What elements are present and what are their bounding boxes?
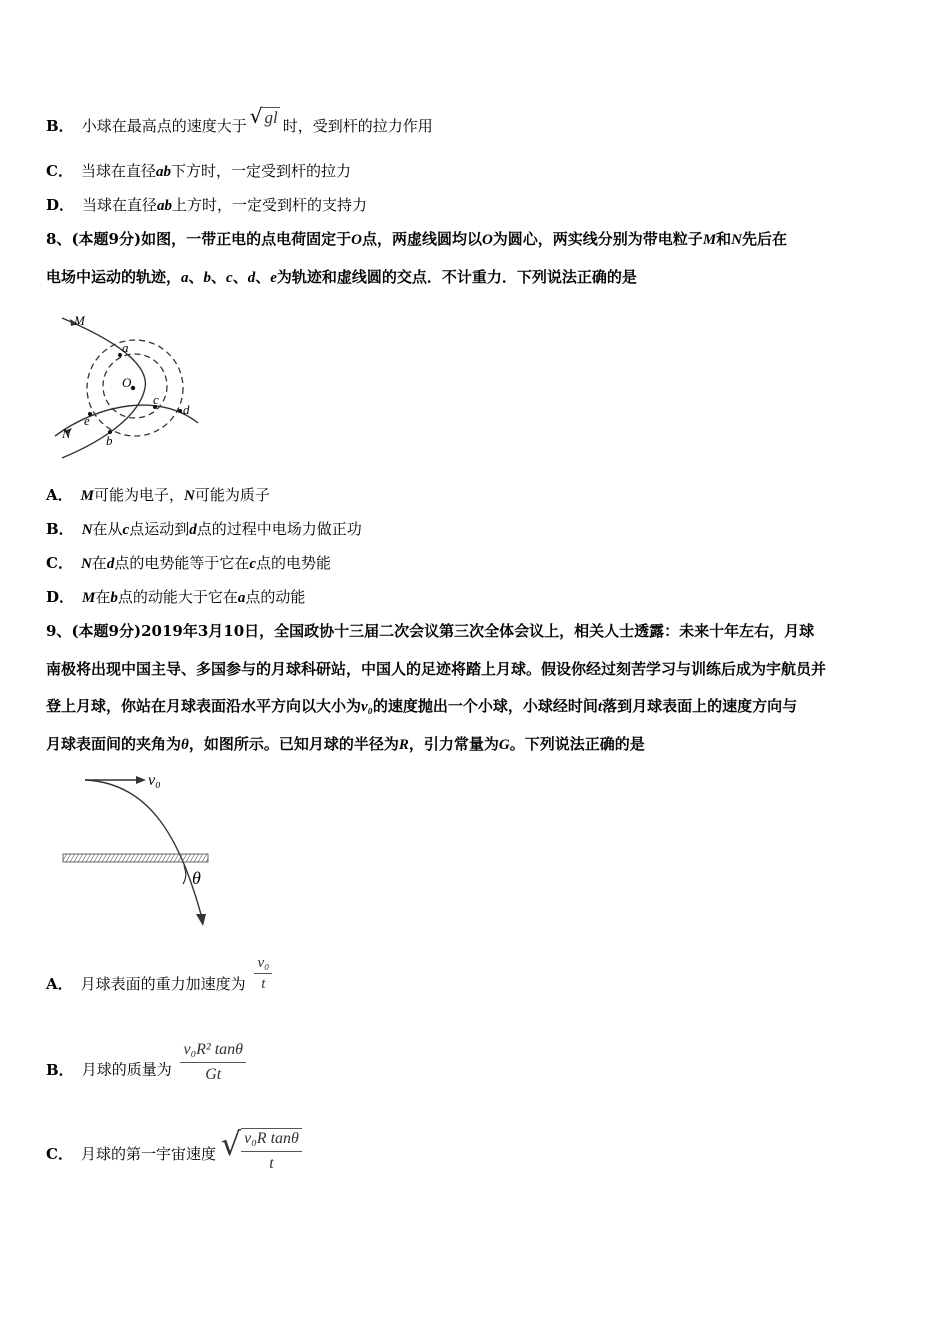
theta-arc	[183, 866, 186, 884]
var-ab: ab	[155, 164, 171, 180]
trajectory-arrow-head	[196, 914, 206, 926]
q9-projectile-figure	[60, 768, 220, 933]
question-points: (本题9分)	[71, 622, 142, 640]
option-label: C．	[46, 162, 73, 180]
trajectory-n	[55, 405, 198, 436]
q9-stem-line4: 月球表面间的夹角为θ，如图所示。已知月球的半径为R，引力常量为G。下列说法正确的是	[46, 735, 645, 753]
label-b: b	[106, 433, 113, 448]
option-text: 当球在直径	[82, 196, 158, 214]
label-n: N	[62, 426, 71, 441]
fraction-v0-over-t: $\frac{\text{v₀}}{t}$	[254, 955, 272, 992]
q8-stem-line2: 电场中运动的轨迹，a、b、c、d、e为轨迹和虚线圆的交点．不计重力．下列说法正确的是	[46, 268, 637, 286]
point-o	[131, 386, 135, 390]
option-text: 当球在直径	[80, 162, 156, 180]
label-v0: v₀	[148, 772, 161, 789]
option-text: 时，受到杆的拉力作用	[282, 117, 433, 135]
question-number: 8、	[46, 230, 72, 248]
q9-stem-line1: 9、(本题9分)2019年3月10日，全国政协十三届二次会议第三次全体会议上，相关人士透露：未来十年左右，月球	[46, 622, 815, 640]
option-text: 小球在最高点的速度大于	[81, 117, 247, 135]
q7-option-d[interactable]	[46, 195, 367, 216]
fraction-mass: $\frac{\text{v₀R² tanθ}}{Gt}$	[180, 1040, 246, 1085]
q9-option-c[interactable]: C． 月球的第一宇宙速度 √ $\frac{\text{v₀R tanθ}}{t}$	[46, 1130, 302, 1180]
label-o: O	[122, 375, 132, 390]
option-text: 上方时，一定受到杆的支持力	[172, 196, 368, 214]
var-ab: ab	[157, 198, 173, 214]
v0-arrow-head	[136, 776, 146, 784]
label-d: d	[183, 402, 190, 417]
q8-option-c[interactable]: C． N在d点的电势能等于它在c点的电势能	[46, 554, 332, 572]
question-points: (本题9分)	[71, 230, 142, 248]
q8-option-a[interactable]: A． M可能为电子，N可能为质子	[46, 486, 270, 504]
label-theta: θ	[192, 868, 201, 888]
option-text: 下方时，一定受到杆的拉力	[170, 162, 351, 180]
label-c: c	[153, 392, 159, 407]
sqrt-fraction: √ $\frac{\text{v₀R tanθ}}{t}$	[221, 1124, 302, 1174]
option-label: B．	[46, 117, 74, 135]
ground-surface	[63, 854, 208, 862]
q8-option-d[interactable]: D． M在b点的动能大于它在a点的动能	[46, 588, 306, 606]
question-number: 9、	[46, 622, 72, 640]
label-a: a	[122, 340, 129, 355]
q7-option-c[interactable]	[46, 161, 351, 182]
q8-trajectory-figure	[50, 308, 210, 468]
q9-stem-line3: 登上月球，你站在月球表面沿水平方向以大小为v₀的速度抛出一个小球，小球经时间t落到月球表面上的速度方向与	[46, 697, 798, 715]
q9-stem-line2: 南极将出现中国主导、多国参与的月球科研站，中国人的足迹将踏上月球。假设你经过刻苦学习与训练后成为宇航员并	[46, 660, 827, 678]
q8-stem-line1: 8、(本题9分)如图，一带正电的点电荷固定于O点，两虚线圆均以O为圆心，两实线分别为带电粒子M和N先后在	[46, 230, 788, 248]
label-e: e	[84, 413, 90, 428]
q9-option-b[interactable]: B． 月球的质量为 $\frac{\text{v₀R² tanθ}}{Gt}$	[46, 1048, 246, 1093]
trajectory-curve	[85, 780, 202, 918]
q9-option-a[interactable]: A． 月球表面的重力加速度为 $\frac{\text{v₀}}{t}$	[46, 964, 272, 1004]
label-m: M	[74, 313, 85, 328]
sqrt-gl: √ gl	[249, 104, 278, 128]
q7-option-b[interactable]	[46, 104, 433, 136]
option-label: D．	[46, 196, 75, 214]
q8-option-b[interactable]: B． N在从c点运动到d点的过程中电场力做正功	[46, 520, 362, 538]
